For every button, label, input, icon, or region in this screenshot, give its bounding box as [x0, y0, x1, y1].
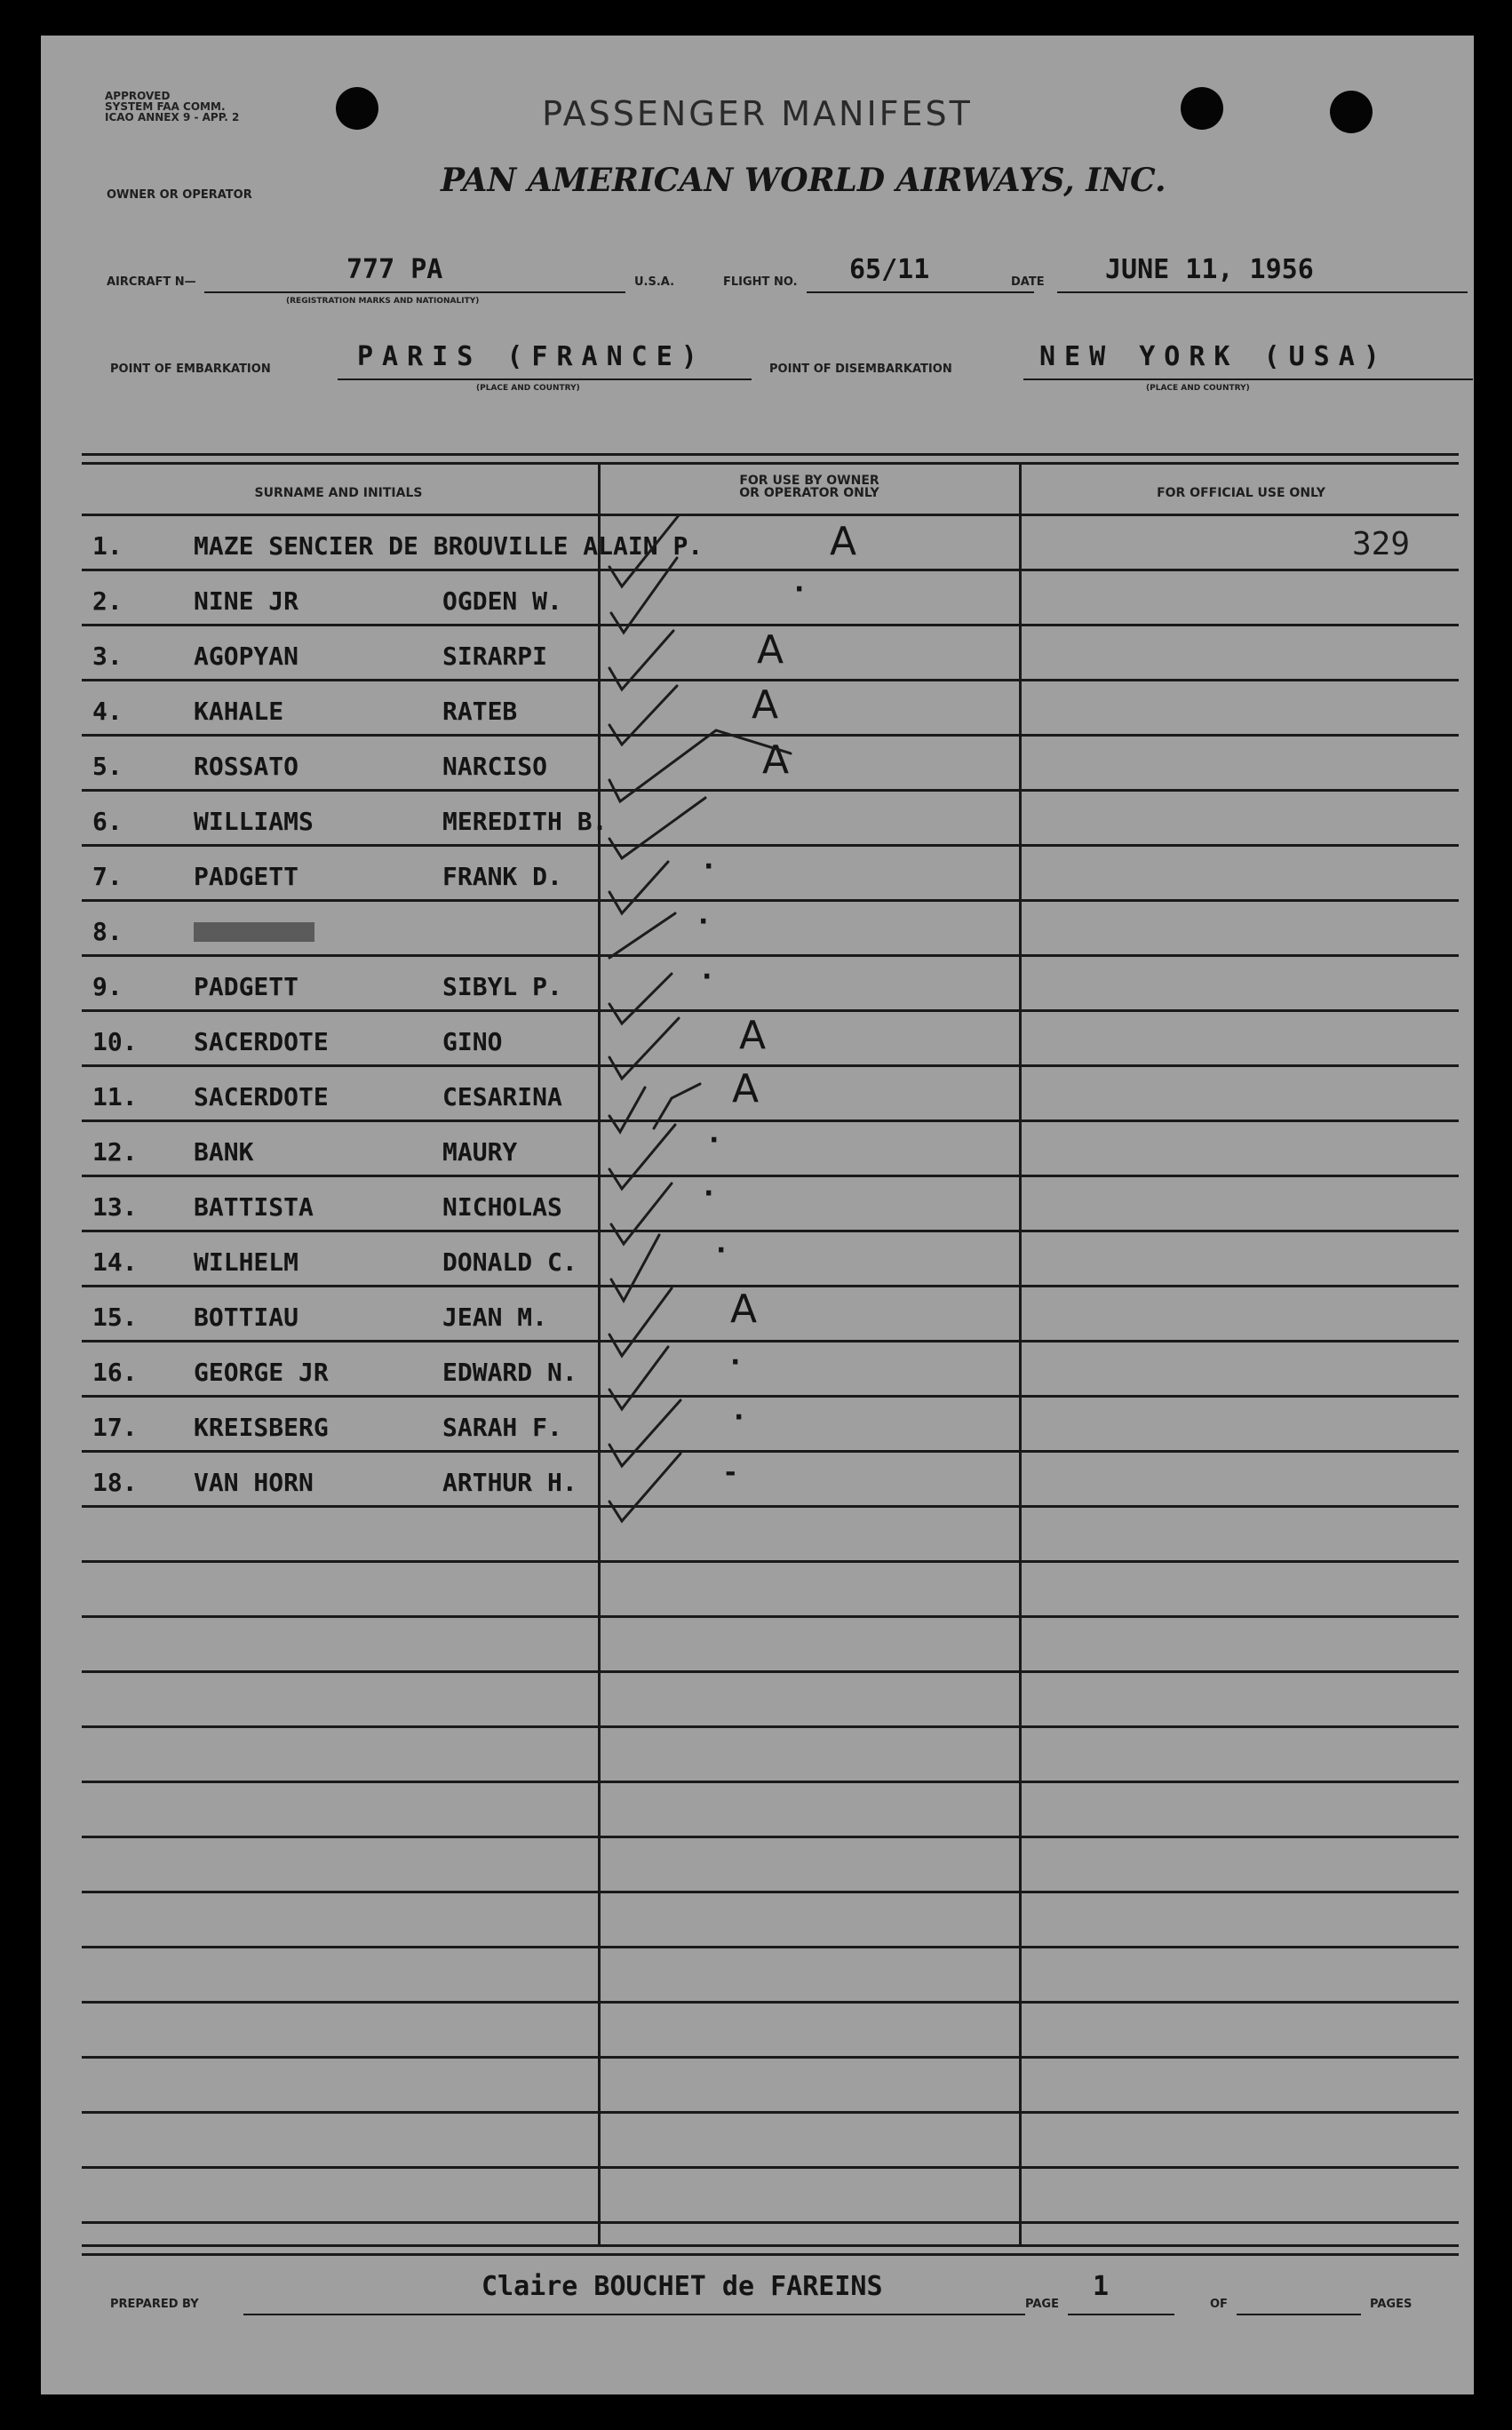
aircraft-sublabel: (REGISTRATION MARKS AND NATIONALITY) — [286, 297, 480, 306]
official-number: 329 — [1352, 526, 1411, 562]
passenger-surname: WILLIAMS — [194, 807, 314, 836]
passenger-given-name: ARTHUR H. — [442, 1468, 577, 1497]
handwritten-dot: · — [698, 906, 709, 937]
handwritten-mark: A — [739, 1013, 767, 1058]
passenger-surname: AGOPYAN — [194, 641, 299, 671]
passenger-given-name: NARCISO — [442, 752, 548, 781]
passenger-surname: BATTISTA — [194, 1192, 314, 1222]
of-underline — [1237, 2314, 1361, 2315]
row-number: 15. — [92, 1303, 138, 1332]
passenger-surname: BOTTIAU — [194, 1303, 299, 1332]
row-number: 4. — [92, 697, 123, 726]
prepared-by-underline — [243, 2314, 1025, 2315]
row-number: 2. — [92, 586, 123, 616]
manifest-page — [41, 36, 1474, 2394]
handwritten-mark: A — [752, 682, 779, 728]
passenger-surname: SACERDOTE — [194, 1027, 329, 1056]
passenger-given-name: SIRARPI — [442, 641, 548, 671]
column-header-owner: FOR USE BY OWNER OR OPERATOR ONLY — [739, 474, 879, 500]
row-number: 17. — [92, 1413, 138, 1442]
handwritten-check-marks — [41, 36, 1474, 2394]
passenger-surname: NINE JR — [194, 586, 299, 616]
date-value: JUNE 11, 1956 — [1105, 254, 1314, 285]
handwritten-mark: A — [730, 1287, 758, 1332]
row-number: 13. — [92, 1192, 138, 1222]
row-number: 16. — [92, 1358, 138, 1387]
row-number: 7. — [92, 862, 123, 891]
row-number: 6. — [92, 807, 123, 836]
row-number: 18. — [92, 1468, 138, 1497]
passenger-surname: SACERDOTE — [194, 1082, 329, 1111]
aircraft-label: AIRCRAFT N— — [107, 275, 196, 289]
page-underline — [1068, 2314, 1174, 2315]
handwritten-dot: · — [702, 961, 712, 992]
passenger-given-name: MAURY — [442, 1137, 518, 1167]
column-header-surname: SURNAME AND INITIALS — [254, 486, 423, 500]
row-number: 14. — [92, 1247, 138, 1277]
passenger-given-name: FRANK D. — [442, 862, 562, 891]
passenger-given-name: DONALD C. — [442, 1247, 577, 1277]
passenger-surname: BANK — [194, 1137, 254, 1167]
owner-label: OWNER OR OPERATOR — [107, 188, 252, 202]
flight-label: FLIGHT NO. — [723, 275, 798, 289]
passenger-given-name: SARAH F. — [442, 1413, 562, 1442]
row-number: 12. — [92, 1137, 138, 1167]
handwritten-dot: · — [794, 574, 805, 605]
disembark-value: NEW YORK (USA) — [1039, 341, 1389, 372]
row-number: 9. — [92, 972, 123, 1001]
passenger-given-name: CESARINA — [442, 1082, 562, 1111]
column-header-official: FOR OFFICIAL USE ONLY — [1157, 486, 1325, 500]
date-label: DATE — [1011, 275, 1045, 289]
passenger-surname: WILHELM — [194, 1247, 299, 1277]
row-number: 3. — [92, 641, 123, 671]
passenger-surname: KREISBERG — [194, 1413, 329, 1442]
passenger-surname: GEORGE JR — [194, 1358, 329, 1387]
handwritten-mark: A — [830, 519, 857, 564]
passenger-surname: PADGETT — [194, 862, 299, 891]
handwritten-mark: A — [732, 1066, 760, 1111]
passenger-given-name: NICHOLAS — [442, 1192, 562, 1222]
prepared-by-label: PREPARED BY — [110, 2298, 199, 2311]
handwritten-mark: A — [757, 627, 784, 673]
passenger-surname: PADGETT — [194, 972, 299, 1001]
page-title: PASSENGER MANIFEST — [542, 94, 973, 133]
handwritten-dot: · — [704, 1178, 714, 1209]
passenger-given-name: GINO — [442, 1027, 503, 1056]
page-label: PAGE — [1025, 2298, 1059, 2311]
handwritten-dot: · — [704, 851, 714, 882]
row-number: 10. — [92, 1027, 138, 1056]
handwritten-dot: · — [709, 1125, 720, 1156]
pages-label: PAGES — [1370, 2298, 1413, 2311]
passenger-given-name: JEAN M. — [442, 1303, 548, 1332]
passenger-given-name: OGDEN W. — [442, 586, 562, 616]
handwritten-mark: A — [762, 737, 790, 783]
handwritten-dot: · — [734, 1402, 744, 1433]
embark-sublabel: (PLACE AND COUNTRY) — [476, 384, 580, 393]
embark-label: POINT OF EMBARKATION — [110, 363, 271, 376]
embark-value: PARIS (FRANCE) — [357, 341, 706, 372]
handwritten-dot: · — [730, 1347, 741, 1378]
prepared-by-value: Claire BOUCHET de FAREINS — [481, 2271, 883, 2302]
disembark-sublabel: (PLACE AND COUNTRY) — [1146, 384, 1250, 393]
page-value: 1 — [1093, 2271, 1110, 2302]
row-number: 11. — [92, 1082, 138, 1111]
aircraft-value: 777 PA — [346, 254, 443, 285]
row-number: 5. — [92, 752, 123, 781]
passenger-surname: ROSSATO — [194, 752, 299, 781]
passenger-surname: VAN HORN — [194, 1468, 314, 1497]
of-label: OF — [1210, 2298, 1228, 2311]
disembark-label: POINT OF DISEMBARKATION — [769, 363, 952, 376]
passenger-given-name: EDWARD N. — [442, 1358, 577, 1387]
passenger-given-name: RATEB — [442, 697, 518, 726]
approval-stamp: APPROVED SYSTEM FAA COMM. ICAO ANNEX 9 - APP. 2 — [105, 90, 240, 123]
handwritten-dot: - — [725, 1457, 736, 1488]
row-number: 1. — [92, 531, 123, 561]
passenger-given-name: SIBYL P. — [442, 972, 562, 1001]
row-number: 8. — [92, 917, 123, 946]
passenger-given-name: MEREDITH B. — [442, 807, 608, 836]
passenger-surname: KAHALE — [194, 697, 284, 726]
flight-value: 65/11 — [849, 254, 930, 285]
handwritten-dot: · — [716, 1235, 727, 1266]
owner-value: PAN AMERICAN WORLD AIRWAYS, INC. — [441, 162, 1166, 199]
passenger-name: MAZE SENCIER DE BROUVILLE ALAIN P. — [194, 531, 704, 561]
country-label: U.S.A. — [634, 275, 675, 289]
